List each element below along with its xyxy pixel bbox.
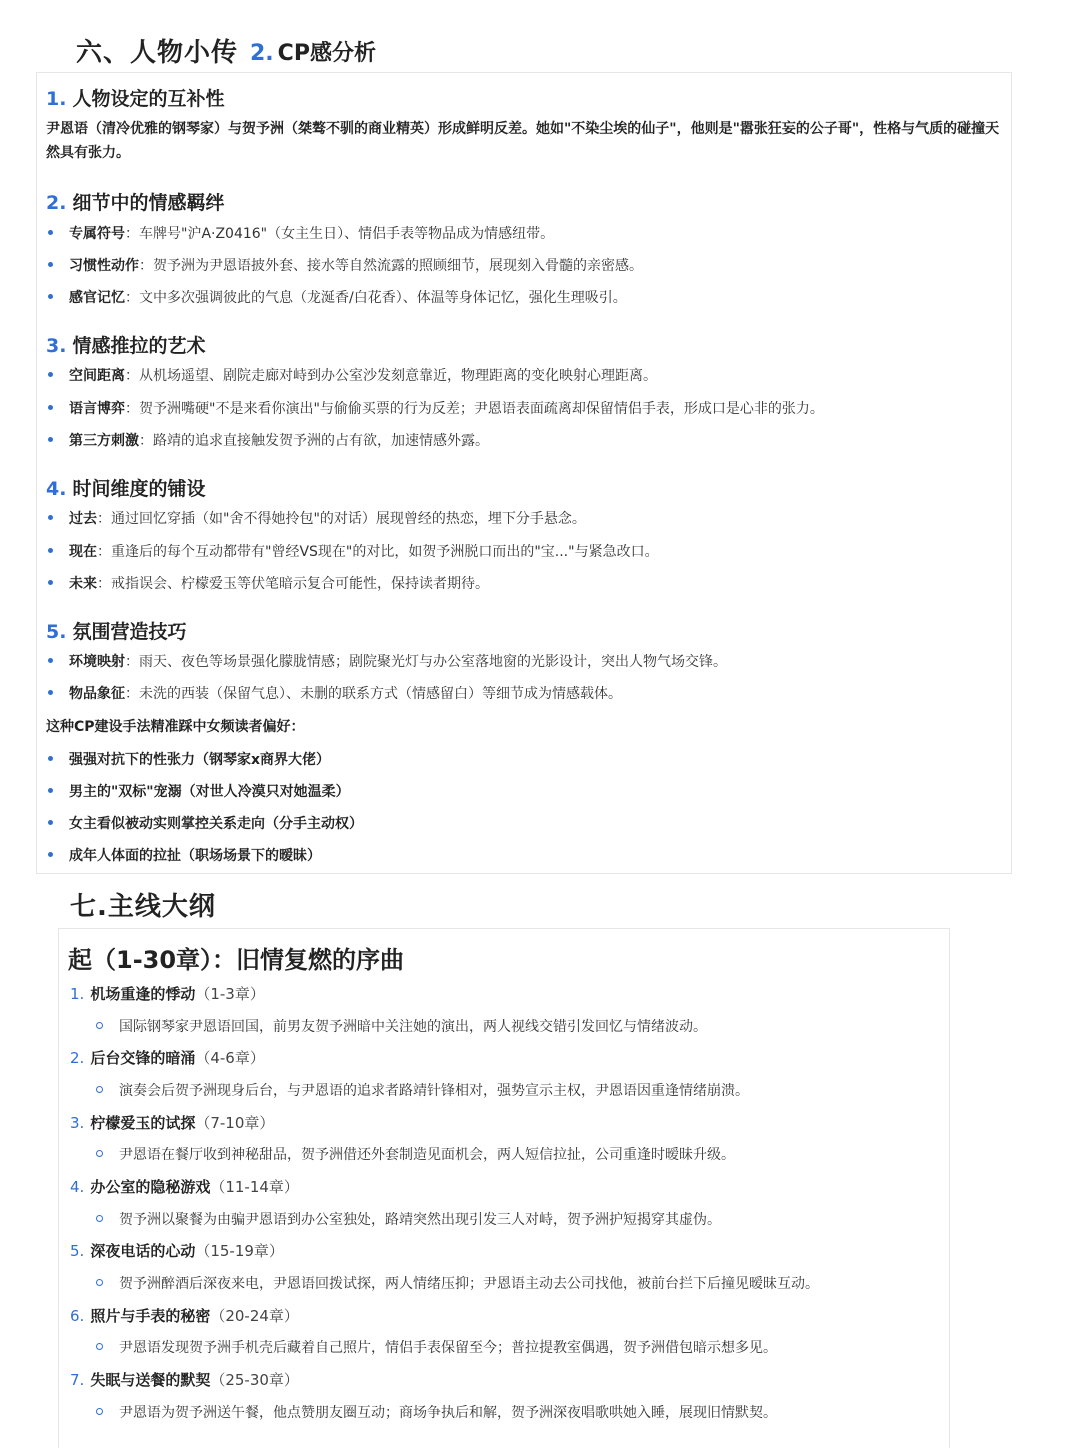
section-1-heading: 1. 人物设定的互补性: [46, 88, 225, 110]
list-item: 习惯性动作：贺予洲为尹恩语披外套、接水等自然流露的照顾细节，展现刻入骨髓的亲密感。: [48, 255, 643, 275]
list-item: 强强对抗下的性张力（钢琴家x商界大佬）: [48, 749, 330, 769]
part-title: 起（1-30章）：旧情复燃的序曲: [68, 946, 405, 974]
subsection-number: 2.: [250, 41, 274, 66]
list-item: 过去：通过回忆穿插（如"舍不得她拎包"的对话）展现曾经的热恋，埋下分手悬念。: [48, 508, 586, 528]
section-1-paragraph: 尹恩语（清冷优雅的钢琴家）与贺予洲（桀骜不驯的商业精英）形成鲜明反差。她如"不染尘埃的仙子"，他则是"嚣张狂妄的公子哥"，性格与气质的碰撞天然具有张力。: [46, 121, 1000, 161]
list-item: 语言博弈：贺予洲嘴硬"不是来看你演出"与偷偷买票的行为反差；尹恩语表面疏离却保留情侣手表，形成口是心非的张力。: [48, 398, 824, 418]
summary-intro: 这种CP建设手法精准踩中女频读者偏好：: [46, 719, 305, 735]
chapter-item: 3. 柠檬爱玉的试探（7-10章）: [70, 1114, 275, 1132]
list-item: 女主看似被动实则掌控关系走向（分手主动权）: [48, 813, 363, 833]
list-item: 专属符号：车牌号"沪A·Z0416"（女主生日）、情侣手表等物品成为情感纽带。: [48, 223, 554, 243]
chapter-item: 7. 失眠与送餐的默契（25-30章）: [70, 1371, 299, 1389]
chapter-desc: 国际钢琴家尹恩语回国，前男友贺予洲暗中关注她的演出，两人视线交错引发回忆与情绪波动。: [96, 1016, 707, 1036]
list-item: 空间距离：从机场遥望、剧院走廊对峙到办公室沙发刻意靠近，物理距离的变化映射心理距离。: [48, 365, 657, 385]
chapter-item: 6. 照片与手表的秘密（20-24章）: [70, 1307, 299, 1325]
chapter-desc: 贺予洲醉酒后深夜来电，尹恩语回拨试探，两人情绪压抑；尹恩语主动去公司找他，被前台拦下后撞见暧昧互动。: [96, 1273, 819, 1293]
chapter-desc: 尹恩语在餐厅收到神秘甜品，贺予洲借还外套制造见面机会，两人短信拉扯，公司重逢时暧昧升级。: [96, 1144, 735, 1164]
chapter-item: 2. 后台交锋的暗涌（4-6章）: [70, 1049, 265, 1067]
chapter-item: 5. 深夜电话的心动（15-19章）: [70, 1242, 284, 1260]
chapter-desc: 演奏会后贺予洲现身后台，与尹恩语的追求者路靖针锋相对，强势宣示主权，尹恩语因重逢情绪崩溃。: [96, 1080, 749, 1100]
chapter-desc: 尹恩语发现贺予洲手机壳后藏着自己照片，情侣手表保留至今；普拉提教室偶遇，贺予洲借包暗示想多见。: [96, 1337, 777, 1357]
list-item: 物品象征：未洗的西装（保留气息）、未删的联系方式（情感留白）等细节成为情感载体。: [48, 683, 622, 703]
list-item: 男主的"双标"宠溺（对世人冷漠只对她温柔）: [48, 781, 350, 801]
subsection-label: CP感分析: [277, 41, 376, 66]
chapter-desc: 尹恩语为贺予洲送午餐，他点赞朋友圈互动；商场争执后和解，贺予洲深夜唱歌哄她入睡，展现旧情默契。: [96, 1402, 777, 1422]
section-4-heading: 4. 时间维度的铺设: [46, 478, 206, 500]
list-item: 现在：重逢后的每个互动都带有"曾经VS现在"的对比，如贺予洲脱口而出的"宝..."与紧急改口。: [48, 541, 659, 561]
list-item: 未来：戒指误会、柠檬爱玉等伏笔暗示复合可能性，保持读者期待。: [48, 573, 489, 593]
section-3-heading: 3. 情感推拉的艺术: [46, 335, 206, 357]
subsection-title: [250, 36, 376, 67]
list-item: 成年人体面的拉扯（职场场景下的暧昧）: [48, 845, 321, 865]
list-item: 感官记忆：文中多次强调彼此的气息（龙涎香/白花香）、体温等身体记忆，强化生理吸引。: [48, 287, 627, 307]
chapter-item: 1. 机场重逢的悸动（1-3章）: [70, 985, 265, 1003]
page-title: 六、人物小传: [76, 38, 239, 68]
outline-heading: 七.主线大纲: [70, 892, 216, 922]
section-2-heading: 2. 细节中的情感羁绊: [46, 192, 225, 214]
section-5-heading: 5. 氛围营造技巧: [46, 621, 187, 643]
list-item: 环境映射：雨天、夜色等场景强化朦胧情感；剧院聚光灯与办公室落地窗的光影设计，突出人物气场交锋。: [48, 651, 727, 671]
chapter-item: 4. 办公室的隐秘游戏（11-14章）: [70, 1178, 299, 1196]
chapter-desc: 贺予洲以聚餐为由骗尹恩语到办公室独处，路靖突然出现引发三人对峙，贺予洲护短揭穿其虚伪。: [96, 1209, 721, 1229]
list-item: 第三方刺激：路靖的追求直接触发贺予洲的占有欲，加速情感外露。: [48, 430, 489, 450]
